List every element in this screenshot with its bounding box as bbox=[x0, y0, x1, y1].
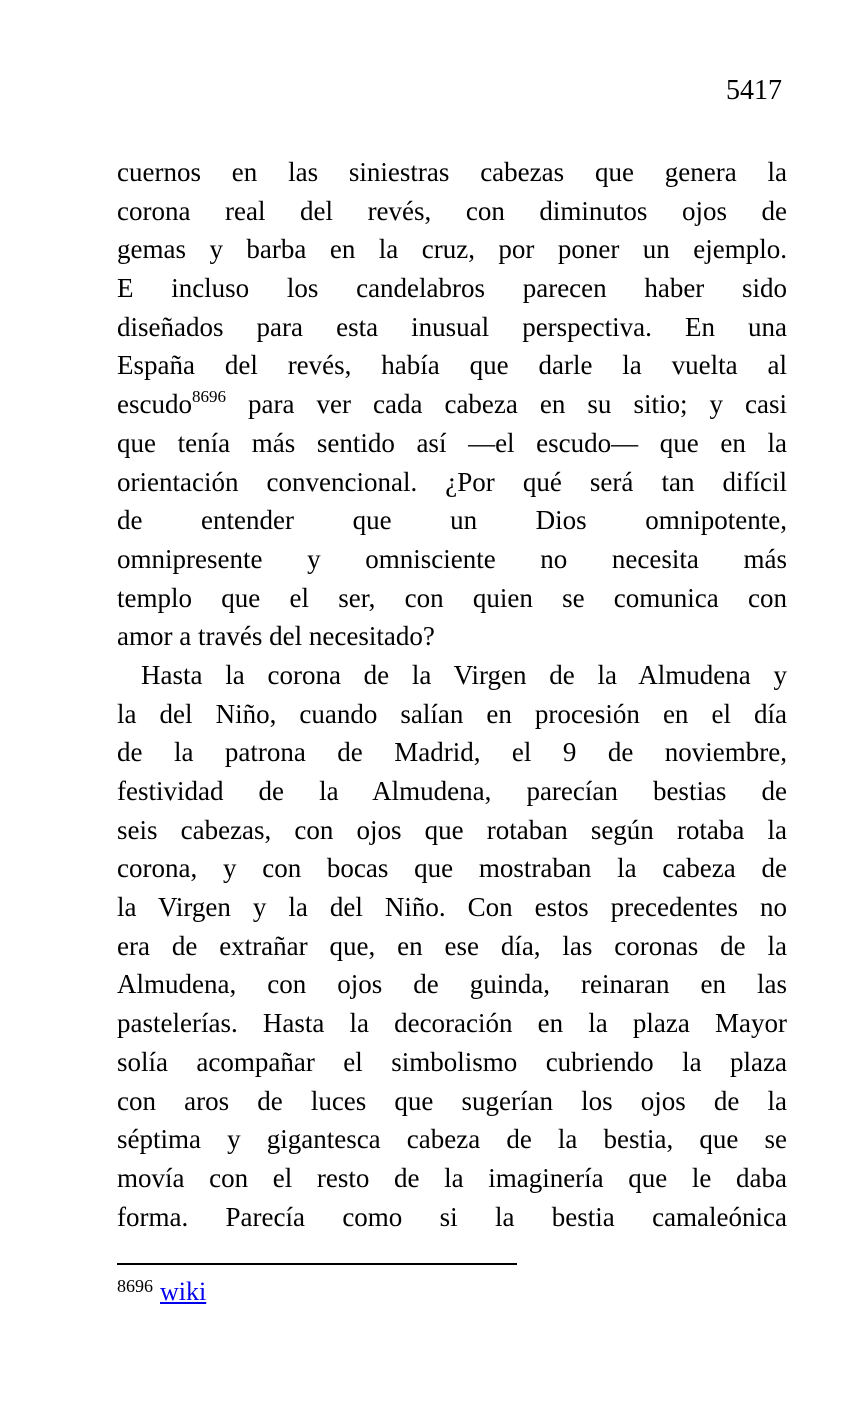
text-line: templo que el ser, con quien se comunica con bbox=[117, 582, 787, 613]
footnote-separator bbox=[117, 1263, 517, 1265]
text-line: movía con el resto de la imaginería que le daba bbox=[117, 1162, 787, 1193]
footnote-marker: 8696 bbox=[117, 1276, 153, 1296]
text-line: E incluso los candelabros parecen haber sido bbox=[117, 273, 787, 304]
text-line: omnipresente y omnisciente no necesita más bbox=[117, 543, 787, 574]
paragraph bbox=[117, 153, 787, 656]
text-line: escudo$^{8696}$ para ver cada cabeza en su sitio; y casi bbox=[117, 387, 787, 420]
text-line: era de extrañar que, en ese día, las coronas de la bbox=[117, 930, 787, 961]
footnote bbox=[117, 1263, 787, 1309]
text-line: diseñados para esta inusual perspectiva. En una bbox=[117, 311, 787, 342]
text-line: amor a través del necesitado? bbox=[117, 621, 435, 652]
footnote-line bbox=[117, 1277, 787, 1309]
text-line: Hasta la corona de la Virgen de la Almudena y bbox=[141, 659, 787, 690]
text-line: corona, y con bocas que mostraban la cabeza de bbox=[117, 853, 787, 884]
text-line: solía acompañar el simbolismo cubriendo la plaza bbox=[117, 1046, 787, 1077]
text-line: cuernos en las siniestras cabezas que genera la bbox=[117, 157, 787, 187]
text-line: forma. Parecía como si la bestia camaleónica bbox=[117, 1201, 787, 1232]
text-line: séptima y gigantesca cabeza de la bestia, que se bbox=[117, 1124, 787, 1155]
text-line: Almudena, con ojos de guinda, reinaran en las bbox=[117, 969, 787, 1000]
text-line: de entender que un Dios omnipotente, bbox=[117, 505, 787, 536]
text-line: orientación convencional. ¿Por qué será tan difícil bbox=[117, 466, 787, 497]
text-line: la del Niño, cuando salían en procesión en el día bbox=[117, 698, 787, 729]
footnote-wiki-link[interactable]: wiki bbox=[160, 1277, 207, 1306]
page-number: 5417 bbox=[726, 75, 782, 106]
text-line: la Virgen y la del Niño. Con estos precedentes no bbox=[117, 892, 787, 923]
text-line: con aros de luces que sugerían los ojos de la bbox=[117, 1085, 787, 1116]
text-line: de la patrona de Madrid, el 9 de noviembre, bbox=[117, 737, 787, 768]
text-line: pastelerías. Hasta la decoración en la plaza Mayor bbox=[117, 1008, 787, 1039]
text-line: gemas y barba en la cruz, por poner un ejemplo. bbox=[117, 234, 787, 265]
text-line: que tenía más sentido así —el escudo— que en la bbox=[117, 427, 787, 458]
footnote-reference[interactable]: 8696 bbox=[191, 387, 226, 407]
body-text bbox=[117, 153, 787, 1236]
text-line: festividad de la Almudena, parecían bestias de bbox=[117, 776, 787, 806]
paragraph bbox=[117, 656, 787, 1236]
text-line: España del revés, había que darle la vuelta al bbox=[117, 350, 787, 381]
text-line: seis cabezas, con ojos que rotaban según rotaba la bbox=[117, 814, 787, 845]
text-line: corona real del revés, con diminutos ojos de bbox=[117, 195, 787, 226]
